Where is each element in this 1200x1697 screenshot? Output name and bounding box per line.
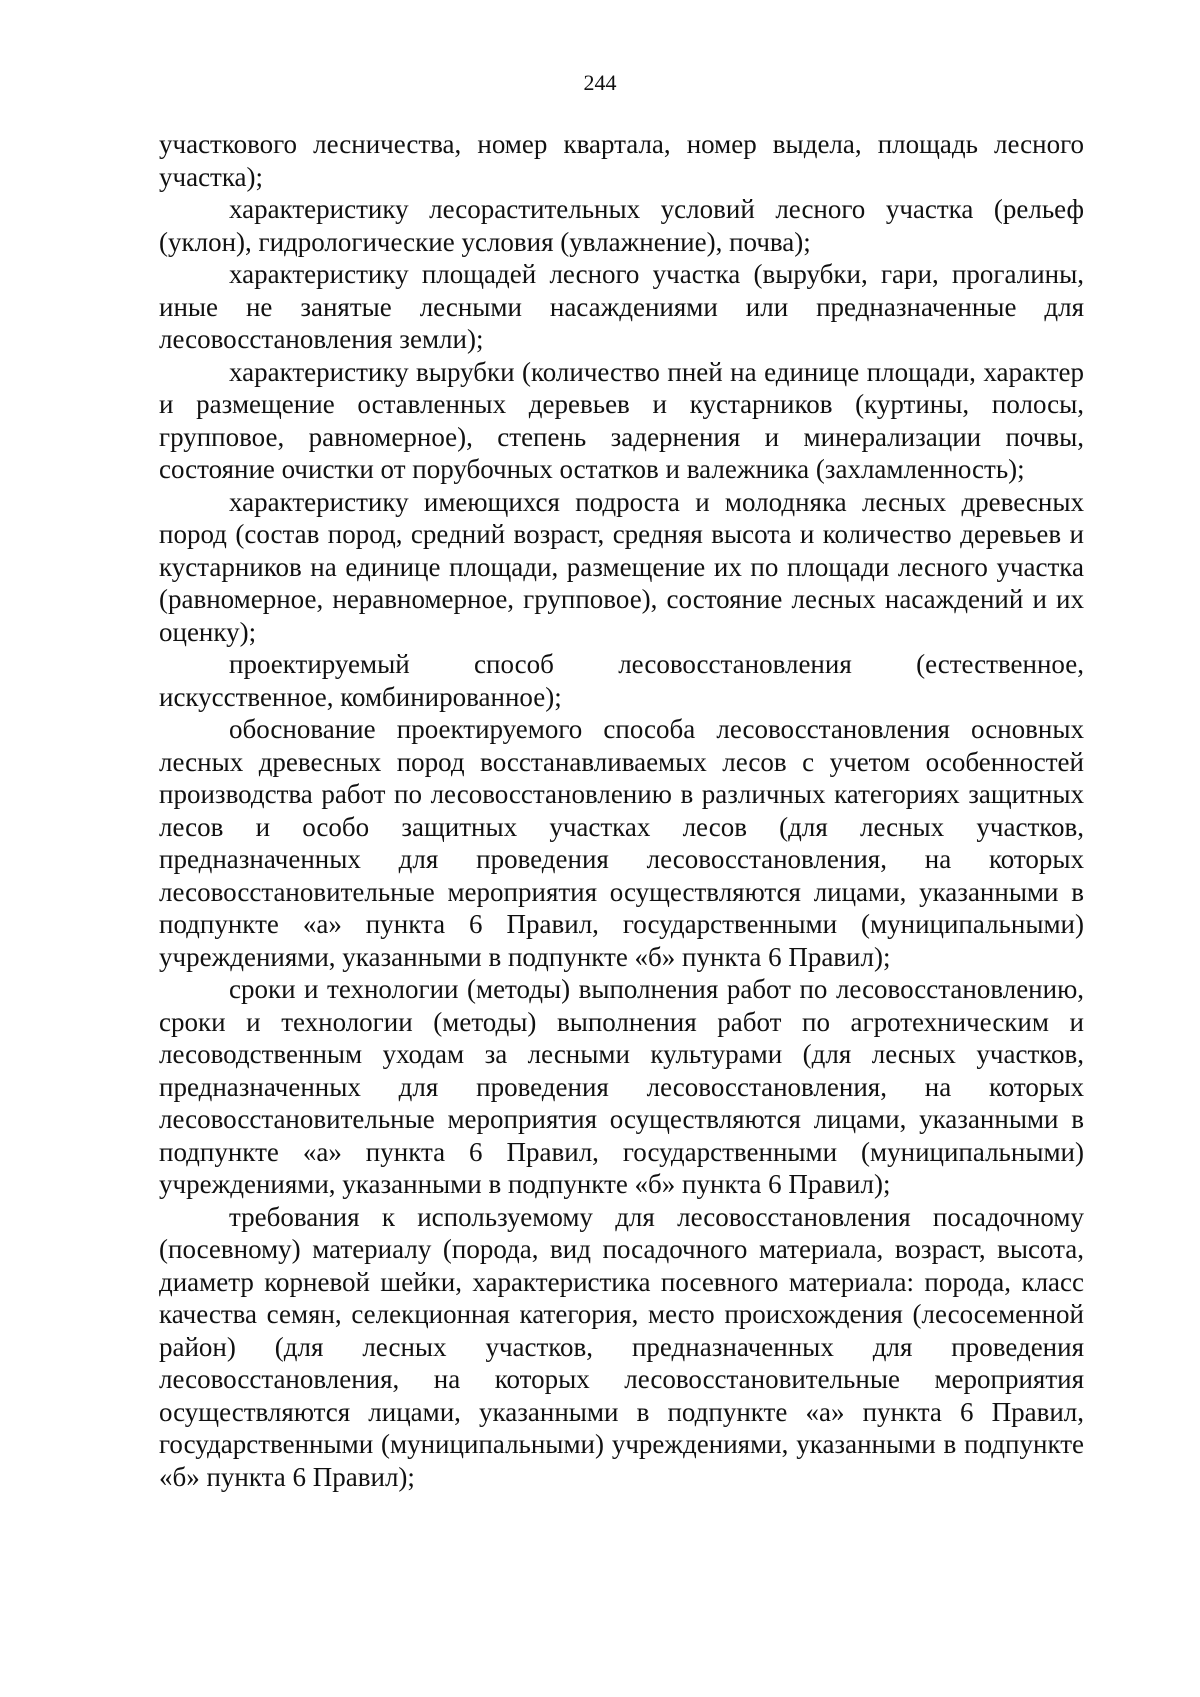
paragraph-9: требования к используемому для лесовосстановления посадочному (посевному) материалу (порода, вид посадочного материала, возраст, высота, диаметр корневой шейки, характеристика посевного материала: порода, класс качества семян, селекционная категория, место происхождения (лесосеменной район) (для лесных участков, предназначенных для проведения лесовосстановления, на которых лесовосстановительные мероприятия осуществляются лицами, указанными в подпункте «а» пункта 6 Правил, государственными (муниципальными) учреждениями, указанными в подпункте «б» пункта 6 Правил); [159, 1201, 1084, 1492]
document-body [159, 128, 1084, 1493]
paragraph-5: характеристику имеющихся подроста и молодняка лесных древесных пород (состав пород, средний возраст, средняя высота и количество деревьев и кустарников на единице площади, размещение их по площади лесного участка (равномерное, неравномерное, групповое), состояние лесных насаждений и их оценку); [159, 486, 1084, 647]
page-number: 244 [583, 70, 617, 95]
paragraph-7: обоснование проектируемого способа лесовосстановления основных лесных древесных пород восстанавливаемых лесов с учетом особенностей производства работ по лесовосстановлению в различных категориях защитных лесов и особо защитных участках лесов (для лесных участков, предназначенных для проведения лесовосстановления, на которых лесовосстановительные мероприятия осуществляются лицами, указанными в подпункте «а» пункта 6 Правил, государственными (муниципальными) учреждениями, указанными в подпункте «б» пункта 6 Правил); [159, 714, 1084, 972]
paragraph-3: характеристику площадей лесного участка (вырубки, гари, прогалины, иные не занятые лесными насаждениями или предназначенные для лесовосстановления земли); [159, 259, 1084, 354]
paragraph-1: участкового лесничества, номер квартала, номер выдела, площадь лесного участка); [159, 129, 1084, 192]
paragraph-6: проектируемый способ лесовосстановления (естественное, искусственное, комбинированное); [159, 649, 1084, 712]
paragraph-4: характеристику вырубки (количество пней на единице площади, характер и размещение оставленных деревьев и кустарников (куртины, полосы, групповое, равномерное), степень задернения и минерализации почвы, состояние очистки от порубочных остатков и валежника (захламленность); [159, 356, 1084, 484]
paragraph-2: характеристику лесорастительных условий лесного участка (рельеф (уклон), гидрологические условия (увлажнение), почва); [159, 194, 1084, 257]
paragraph-8: сроки и технологии (методы) выполнения работ по лесовосстановлению, сроки и технологии (методы) выполнения работ по агротехническим и лесоводственным уходам за лесными культурами (для лесных участков, предназначенных для проведения лесовосстановления, на которых лесовосстановительные мероприятия осуществляются лицами, указанными в подпункте «а» пункта 6 Правил, государственными (муниципальными) учреждениями, указанными в подпункте «б» пункта 6 Правил); [159, 974, 1084, 1199]
